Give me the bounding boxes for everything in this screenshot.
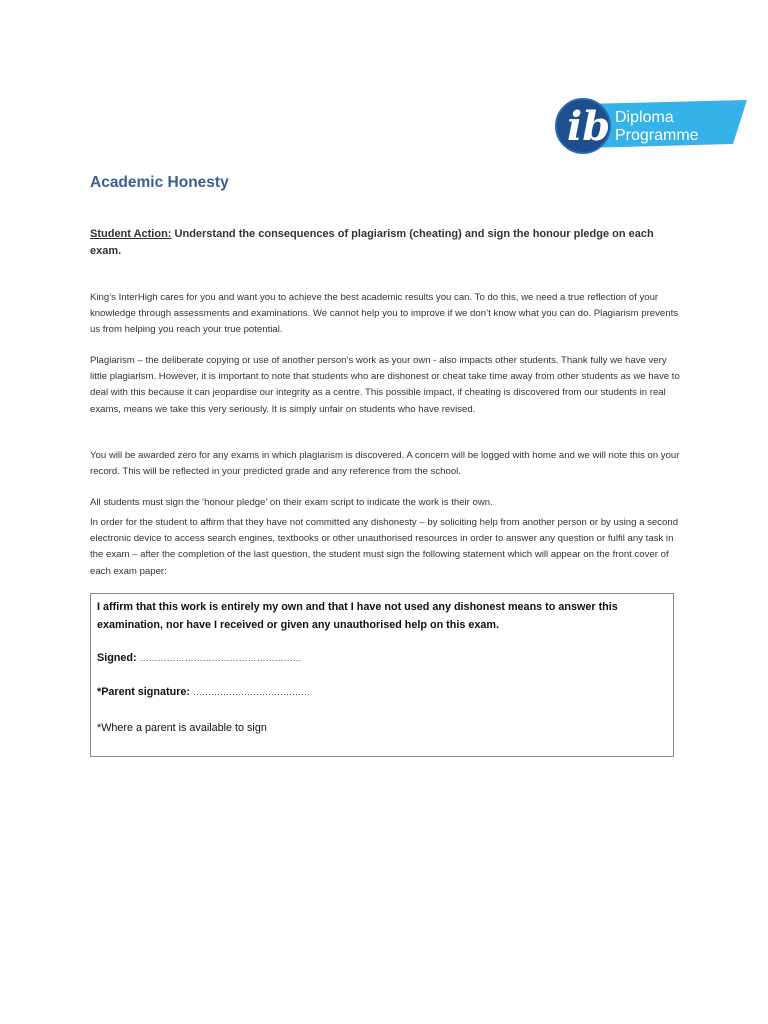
student-action-text: Understand the consequences of plagiarism (cheating) and sign the honour pledge on each exam. — [90, 228, 654, 257]
signed-label: Signed: — [97, 652, 137, 664]
student-action — [90, 226, 680, 260]
pledge-box — [90, 593, 674, 757]
signed-dots: ……………………………………………… — [139, 653, 302, 663]
paragraph-honour-pledge: All students must sign the ‘honour pledge’ on their exam script to indicate the work is their own. — [90, 497, 493, 508]
paragraph-plagiarism: Plagiarism – the deliberate copying or use of another person’s work as your own - also impacts other students. Thank fully we have very little plagiarism. However, it is important to note that students who are dishonest or cheat take time away from other students as we have to deal with this because it can jeopardise our integrity as a centre. This possible impact, if cheating is discovered from our students in real exams, means we take this very seriously. It is simply unfair on students who have revised. — [90, 355, 680, 415]
paragraph-affirm: In order for the student to affirm that they have not committed any dishonesty – by soliciting help from another person or by using a second electronic device to access search engines, textbooks or other unauthorised resources in order to answer any question or fulfil any task in the exam – after the completion of the last question, the student must sign the following statement which will appear on the front cover of each exam paper: — [90, 517, 679, 577]
logo-line2: Programme — [615, 127, 699, 144]
logo-line1: Diploma — [615, 109, 674, 126]
paragraph-intro: King’s InterHigh cares for you and want you to achieve the best academic results you can. To do this, we need a true reflection of your knowledge through assessments and examinations. We cannot help you to improve if we don’t know what you can do. Plagiarism prevents us from helping you reach your true potential. — [90, 292, 679, 336]
logo-mark: ib — [567, 103, 611, 150]
paragraph-consequences: You will be awarded zero for any exams in which plagiarism is discovered. A concern will be logged with home and we will note this on your record. This will be reflected in your predicted grade and any reference from the school. — [90, 450, 680, 478]
page-title: Academic Honesty — [90, 174, 229, 191]
parent-signature-line — [97, 686, 310, 698]
pledge-statement: I affirm that this work is entirely my own and that I have not used any dishonest means to answer this examination, nor have I received or given any unauthorised help on this exam. — [97, 601, 618, 631]
signed-line — [97, 652, 302, 664]
parent-note: *Where a parent is available to sign — [97, 722, 267, 734]
parent-signature-label: *Parent signature: — [97, 686, 190, 698]
parent-signature-dots: ………………………………… — [193, 687, 310, 697]
ib-diploma-logo — [553, 96, 749, 156]
student-action-label: Student Action: — [90, 228, 172, 240]
